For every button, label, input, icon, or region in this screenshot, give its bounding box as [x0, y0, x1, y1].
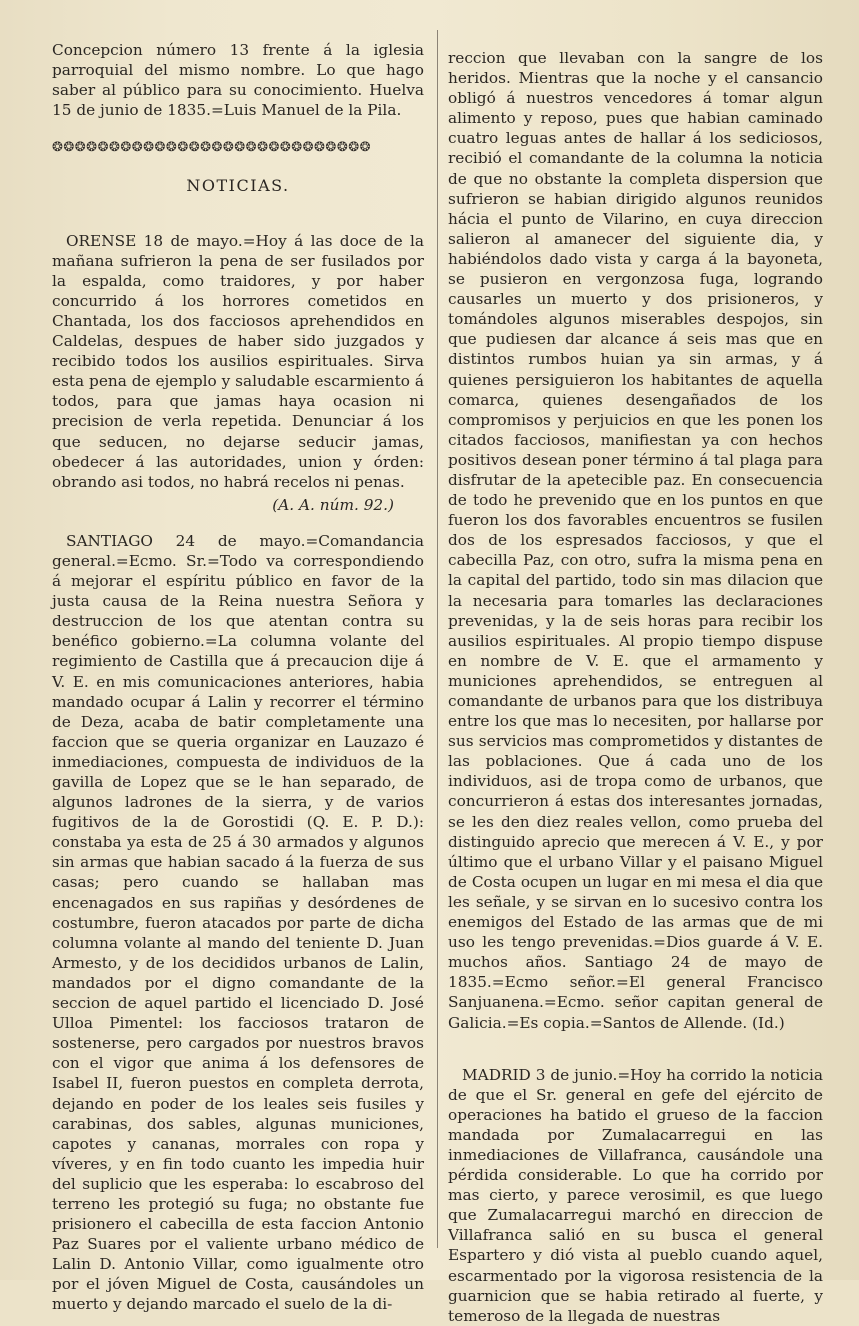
- ornamental-divider: ❂❂❂❂❂❂❂❂❂❂❂❂❂❂❂❂❂❂❂❂❂❂❂❂❂❂❂❂: [52, 140, 371, 156]
- section-heading: NOTICIAS.: [186, 176, 290, 196]
- left-column: [52, 40, 424, 1315]
- madrid-dateline: MADRID 3 de junio.: [462, 1065, 618, 1084]
- orense-citation: (A. A. núm. 92.): [272, 495, 394, 514]
- huelva-notice-ending: Concepcion número 13 frente á la iglesia parroquial del mismo nombre. Lo que hago saber al público para su conocimiento. Huelva 15 de junio de 1835.=Luis Manuel de la Pila.: [52, 41, 424, 120]
- madrid-article: [448, 1065, 823, 1326]
- santiago-dateline: SANTIAGO 24 de mayo.: [66, 531, 306, 550]
- santiago-body: =Comandancia general.=Ecmo. Sr.=Todo va correspondiendo á mejorar el espíritu público en favor de la justa causa de la Reina nuestra Señora y destruccion de los que atentan contra su benéfico gobierno.=La columna volante del regimiento de Castilla que á precaucion dije á V. E. en mis comunicaciones anteriores, habia mandado ocupar á Lalin y recorrer el término de Deza, acaba de batir completamente una faccion que se queria organizar en Lauzazo é inmediaciones, compuesta de individuos de la gavilla de Lopez que se le han separado, de algunos ladrones de la sierra, y de varios fugitivos de la de Gorostidi (Q. E. P. D.): constaba ya esta de 25 á 30 armados y algunos sin armas que habian sacado á la fuerza de sus casas; pero cuando se hallaban mas encenagados en sus rapiñas y desórdenes de costumbre, fueron atacados por parte de dicha columna volante al mando del teniente D. Juan Armesto, y de los decididos urbanos de Lalin, mandados por el digno comandante de la seccion de aquel partido el licenciado D. José Ulloa Pimentel: los facciosos trataron de sostenerse, pero cargados por nuestros bravos con el vigor que anima á los defensores de Isabel II, fueron puestos en completa derrota, dejando en poder de los leales seis fusiles y carabinas, dos sables, algunas municiones, capotes y cananas, morrales con ropa y víveres, y en fin todo cuanto les impedia huir del suplicio que les esperaba: lo escabroso del terreno les protegió su fuga; no obstante fue prisionero el cabecilla de esta faccion Antonio Paz Suares por el valiente urbano médico de Lalin D. Antonio Villar, como igualmente otro por el jóven Miguel de Costa, causándoles un muerto y dejando marcado el suelo de la di-: [52, 531, 424, 1314]
- right-column: [448, 48, 823, 1326]
- column-divider: [437, 30, 438, 1248]
- santiago-article-continued: reccion que llevaban con la sangre de los heridos. Mientras que la noche y el cansancio obligó á nuestros vencedores á tomar algun alimento y reposo, pues que habian caminado cuatro leguas antes de hallar á los sediciosos, recibió el comandante de la columna la noticia de que no obstante la completa dispersion que sufrieron se habian dirigido algunos reunidos hácia el punto de Vilarino, en cuya direccion salieron al amanecer del siguiente dia, y habiéndolos dado vista y carga á la bayoneta, se pusieron en vergonzosa fuga, logrando causarles un muerto y dos prisioneros, y tomándoles algunos miserables despojos, sin que pudiesen dar alcance á seis mas que en distintos rumbos huian ya sin armas, y á quienes persiguieron los habitantes de aquella comarca, quienes desengañados de los compromisos y perjuicios en que les ponen los citados facciosos, manifiestan ya con hechos positivos desean poner término á tal plaga para disfrutar de la apetecible paz. En consecuencia de todo he prevenido que en los puntos en que fueron los dos favorables encuentros se fusilen dos de los espresados facciosos, y que el cabecilla Paz, con otro, sufra la misma pena en la capital del partido, todo sin mas dilacion que la necesaria para tomarles las declaraciones prevenidas, y la de seis horas para recibir los ausilios espirituales. Al propio tiempo dispuse en nombre de V. E. que el armamento y municiones aprehendidos, se entreguen al comandante de urbanos para que los distribuya entre los que mas lo necesiten, por hallarse por sus servicios mas comprometidos y distantes de las poblaciones. Que á cada uno de los individuos, asi de tropa como de urbanos, que concurrieron á estas dos interesantes jornadas, se les den diez reales vellon, como prueba del distinguido aprecio que merecen á V. E., y por último que el urbano Villar y el paisano Miguel de Costa ocupen un lugar en mi mesa el dia que les señale, y se sirvan en lo sucesivo contra los enemigos del Estado de las armas que de mi uso les tengo prevenidas.=Dios guarde á V. E. muchos años. Santiago 24 de mayo de 1835.=Ecmo señor.=El general Francisco Sanjuanena.=Ecmo. señor capitan general de Galicia.=Es copia.=Santos de Allende. (Id.): [448, 49, 823, 1032]
- santiago-article: [52, 531, 424, 1315]
- orense-dateline: ORENSE 18 de mayo.: [66, 231, 243, 250]
- orense-article: [52, 231, 424, 492]
- madrid-body: =Hoy ha corrido la noticia de que el Sr. general en gefe del ejército de operaciones ha batido el grueso de la faccion mandada por Zumalacarregui en las inmediaciones de Villafranca, causándole una pérdida considerable. Lo que ha corrido por mas cierto, y parece verosimil, es que luego que Zumalacarregui marchó en direccion de Villafranca salió en su busca el general Espartero y dió vista al pueblo cuando aquel, escarmentado por la vigorosa resistencia de la guarnicion que se habia retirado al fuerte, y temeroso de la llegada de nuestras: [448, 1065, 823, 1325]
- orense-body: =Hoy á las doce de la mañana sufrieron la pena de ser fusilados por la espalda, como traidores, y por haber concurrido á los horrores cometidos en Chantada, los dos facciosos aprehendidos en Caldelas, despues de haber sido juzgados y recibido todos los ausilios espirituales. Sirva esta pena de ejemplo y saludable escarmiento á todos, para que jamas haya ocasion ni precision de verla repetida. Denunciar á los que seducen, no dejarse seducir jamas, obedecer á las autoridades, union y órden: obrando asi todos, no habrá recelos ni penas.: [52, 231, 424, 491]
